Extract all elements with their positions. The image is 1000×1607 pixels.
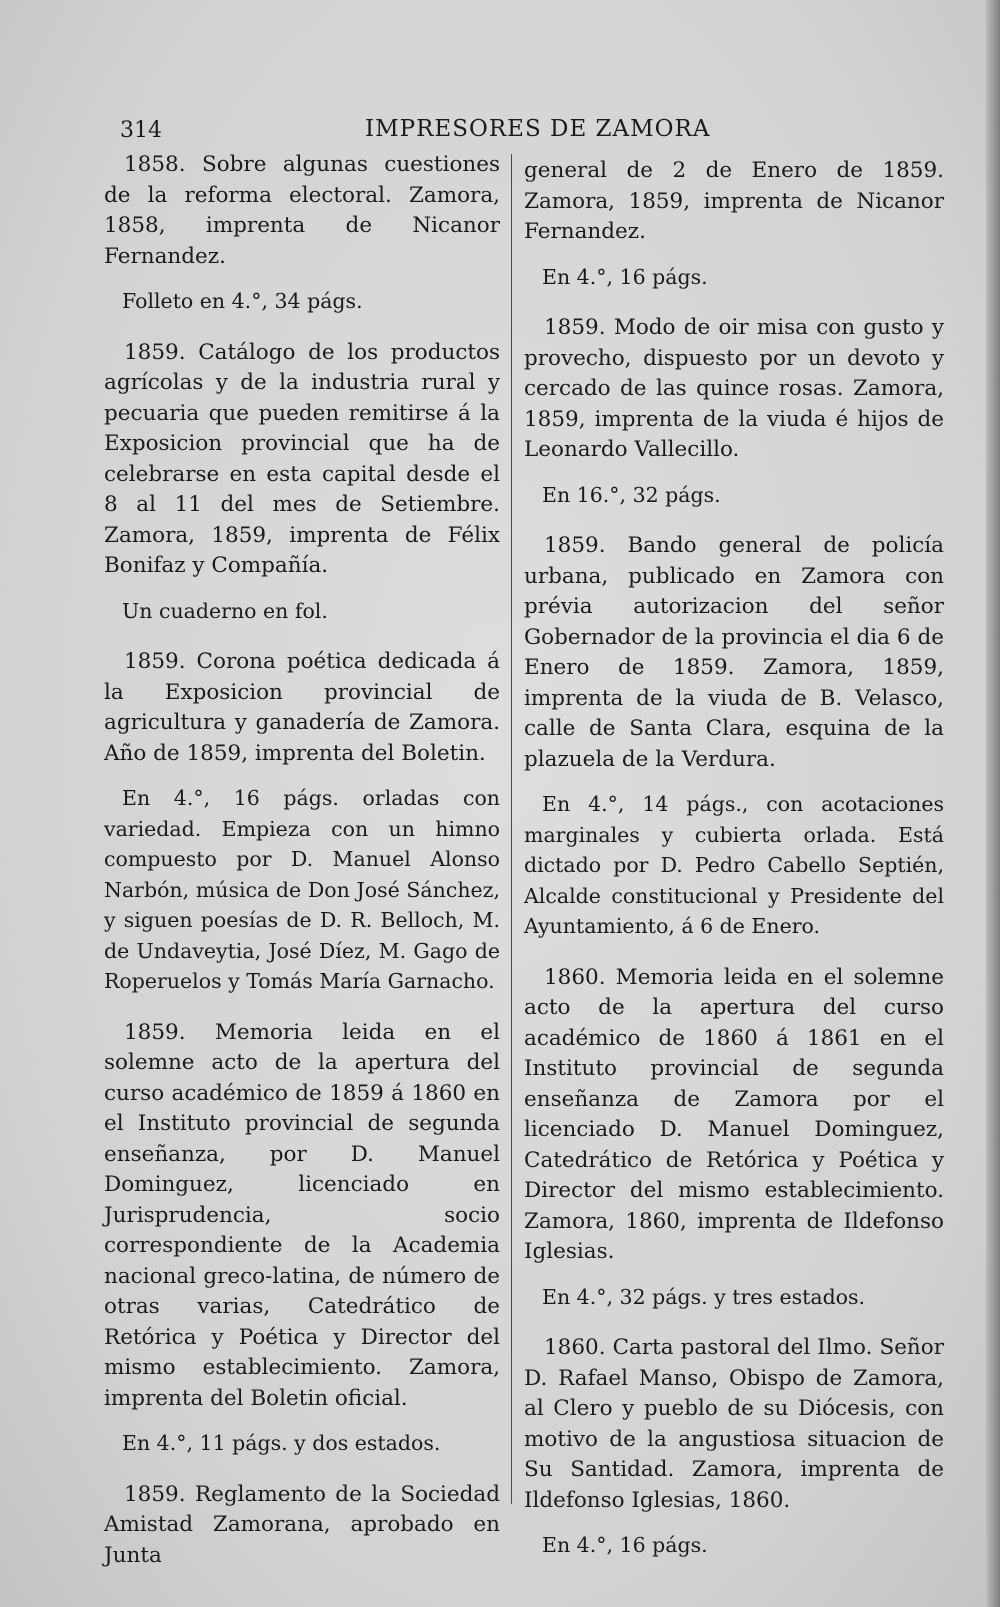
entry-note: En 4.°, 16 págs. (542, 264, 708, 289)
running-head: IMPRESORES DE ZAMORA (365, 116, 711, 142)
entry-text: 1859. Bando general de policía urbana, publicado en Zamora con prévia autorizacion del señor Gobernador de la provincia el dia 6 de Enero de 1859. Zamora, 1859, imprenta de la viuda de B. Velasco, calle de Santa Clara, esquina de la plazuela de la Verdura. (524, 533, 944, 772)
catalog-entry (524, 963, 944, 1313)
entry-text: 1860. Memoria leida en el solemne acto de la apertura del curso académico de 1860 á 1861 en el Instituto provincial de segunda enseñanza de Zamora por el licenciado D. Manuel Dominguez, Catedrático de Retórica y Poética y Director del mismo establecimiento. Zamora, 1860, imprenta de Ildefonso Iglesias. (524, 964, 944, 1264)
catalog-entry (524, 313, 944, 510)
entry-text: 1859. Modo de oir misa con gusto y provecho, dispuesto por un devoto y cercado de las quince rosas. Zamora, 1859, imprenta de la viuda é hijos de Leonardo Vallecillo. (524, 315, 944, 462)
entry-note: En 4.°, 32 págs. y tres estados. (542, 1284, 866, 1309)
page-number: 314 (120, 118, 162, 143)
entry-text: 1859. Corona poética dedicada á la Exposicion provincial de agricultura y ganadería de Zamora. Año de 1859, imprenta del Boletin. (104, 649, 500, 766)
entry-text: 1859. Memoria leida en el solemne acto de la apertura del curso académico de 1859 á 1860 en el Instituto provincial de segunda enseñanza, por D. Manuel Dominguez, licenciado en Jurisprudencia, socio correspondiente de la Academia nacional greco-latina, de número de otras varias, Catedrático de Retórica y Poética y Director del mismo establecimiento. Zamora, imprenta del Boletin oficial. (104, 1019, 500, 1411)
entry-text: 1860. Carta pastoral del Ilmo. Señor D. Rafael Manso, Obispo de Zamora, al Clero y pueblo de su Diócesis, con motivo de la angustiosa situacion de Su Santidad. Zamora, imprenta de Ildefonso Iglesias, 1860. (524, 1335, 944, 1513)
catalog-entry (524, 156, 944, 292)
left-column (104, 150, 500, 1592)
entry-note: Folleto en 4.°, 34 págs. (122, 289, 363, 313)
catalog-entry (524, 1333, 944, 1561)
column-divider (511, 154, 512, 1504)
page-edge-shadow (986, 0, 1000, 1607)
entry-note: En 4.°, 16 págs. (542, 1533, 708, 1557)
entry-text: general de 2 de Enero de 1859. Zamora, 1859, imprenta de Nicanor Fernandez. (524, 158, 944, 244)
catalog-entry (104, 647, 500, 997)
catalog-entry (524, 531, 944, 942)
entry-note: En 4.°, 11 págs. y dos estados. (122, 1431, 441, 1455)
entry-note: En 4.°, 16 págs. orladas con variedad. Empieza con un himno compuesto por D. Manuel Alonso Narbón, música de Don José Sánchez, y siguen poesías de D. R. Belloch, M. de Undaveytia, José Díez, M. Gago de Roperuelos y Tomás María Garnacho. (104, 786, 500, 993)
entry-note: Un cuaderno en fol. (122, 598, 328, 623)
entry-note: En 16.°, 32 págs. (542, 482, 721, 507)
catalog-entry (104, 338, 500, 627)
catalog-entry (104, 1018, 500, 1459)
entry-text: 1859. Reglamento de la Sociedad Amistad Zamorana, aprobado en Junta (104, 1481, 500, 1568)
right-column (524, 156, 944, 1582)
entry-text: 1858. Sobre algunas cuestiones de la reforma electoral. Zamora, 1858, imprenta de Nicanor Fernandez. (104, 152, 500, 269)
entry-text: 1859. Catálogo de los productos agrícolas y de la industria rural y pecuaria que pueden remitirse á la Exposicion provincial que ha de celebrarse en esta capital desde el 8 al 11 del mes de Setiembre. Zamora, 1859, imprenta de Félix Bonifaz y Compañía. (104, 339, 500, 578)
catalog-entry (104, 1480, 500, 1572)
entry-note: En 4.°, 14 págs., con acotaciones marginales y cubierta orlada. Está dictado por D. Pedro Cabello Septién, Alcalde constitucional y Presidente del Ayuntamiento, á 6 de Enero. (524, 792, 944, 938)
catalog-entry (104, 150, 500, 317)
